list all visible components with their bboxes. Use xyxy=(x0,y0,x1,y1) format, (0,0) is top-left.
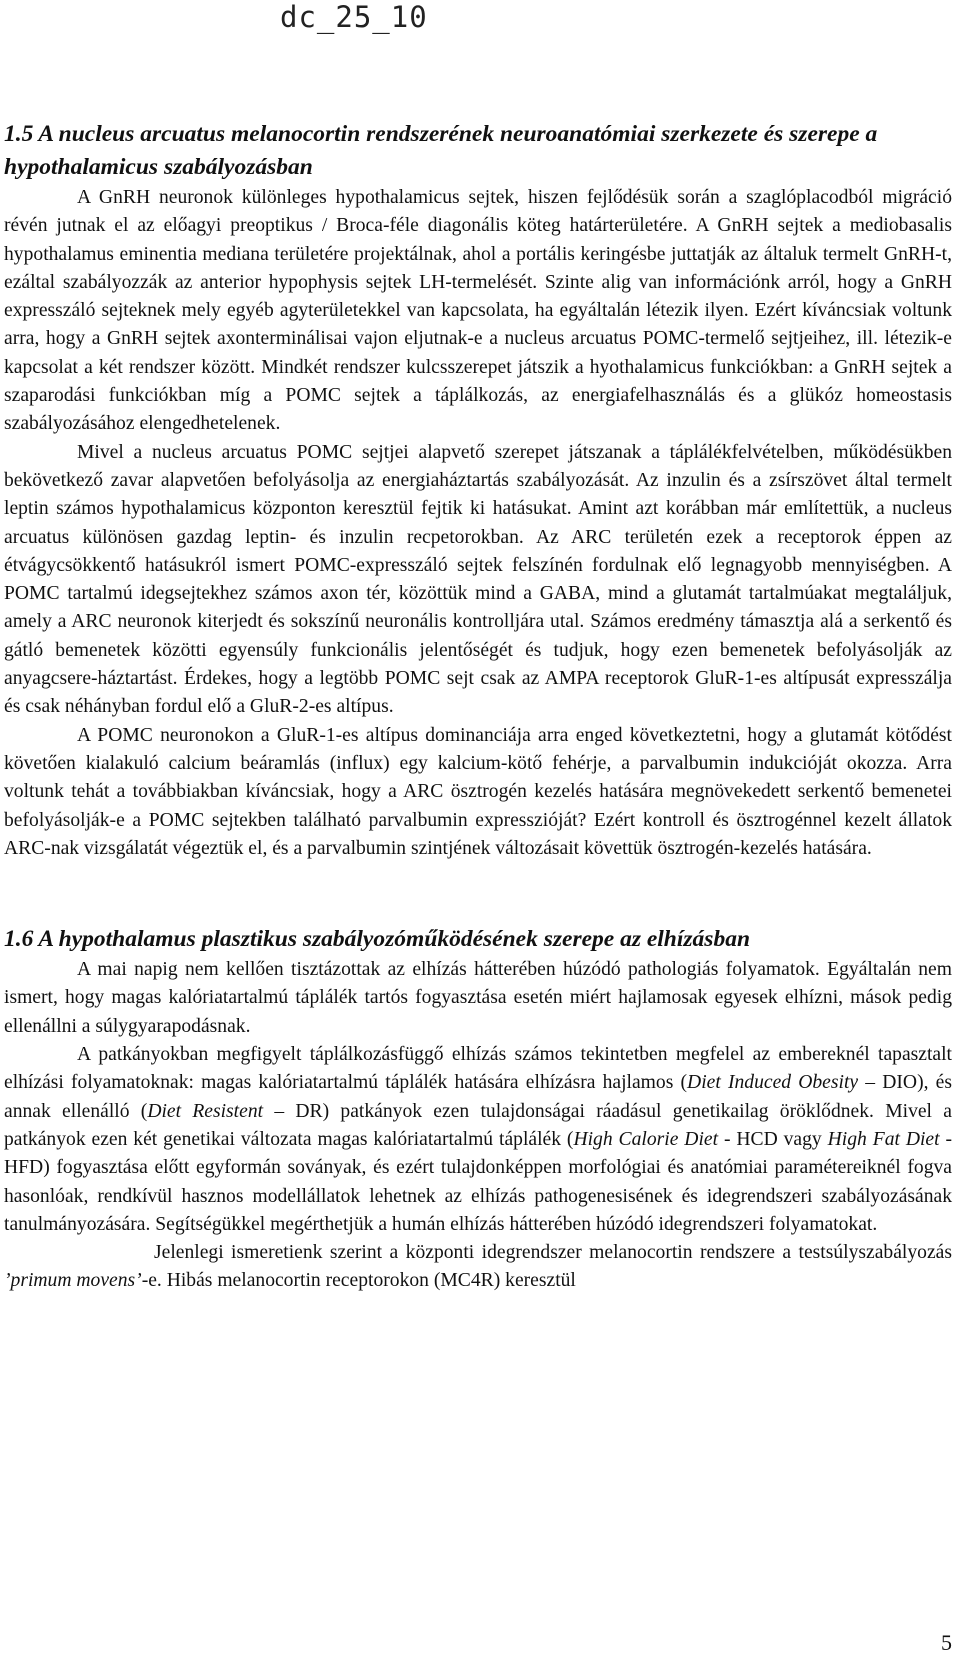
paragraph: A GnRH neuronok különleges hypothalamicus sejtek, hiszen fejlődésük során a szaglóplacodból migráció révén jutnak el az előagyi preoptikus / Broca-féle diagonális köteg határterületére. A GnRH sejtek a mediobasalis hypothalamus eminentia mediana területére projektálnak, ahol a portális keringésbe juttatják az általuk termelt GnRH-t, ezáltal szabályozzák az anterior hypophysis sejtek LH-termelését. Szinte alig van információnk arról, hogy a GnRH expresszáló sejteknek mely egyéb agyterületekkel van kapcsolata, ha egyáltalán létezik ilyen. Ezért kíváncsiak voltunk arra, hogy a GnRH sejtek axonterminálisai vajon eljutnak-e a nucleus arcuatus POMC-termelő sejtjeihez, ill. létezik-e kapcsolat a két rendszer között. Mindkét rendszer kulcsszerepet játszik a hyothalamicus funkciókban: a GnRH sejtek a szaparodási funkciókban míg a POMC sejtek a táplálkozás, az energiafelhasználás és a glükóz homeostasis szabályozásához elengedhetelenek. xyxy=(4,187,952,435)
term-primum-movens: ’primum movens’ xyxy=(4,1270,142,1292)
term-hfd: High Fat Diet xyxy=(827,1128,940,1150)
term-hcd: High Calorie Diet xyxy=(573,1128,719,1150)
paragraph: A mai napig nem kellően tisztázottak az elhízás hátterében húzódó pathologiás folyamatok. Egyáltalán nem ismert, hogy magas kalóriatartalmú táplálék tartós fogyasztása esetén miért hajlamosak egyesek elhízni, mások pedig ellenállni a súlygyarapodásnak. xyxy=(4,959,952,1037)
paragraph: A POMC neuronokon a GluR-1-es altípus dominanciája arra enged következtetni, hogy a glutamát kötődést követően kialakuló calcium beáramlás (influx) egy kalcium-kötő fehérje, a parvalbumin indukcióját okozza. Arra voltunk tehát a továbbiakban kíváncsiak, hogy a ARC ösztrogén kezelés hatására megnövekedett serkentő bemenetei befolyásolják-e a POMC sejtekben található parvalbumin expresszióját? Ezért kontroll és ösztrogénnel kezelt állatok ARC-nak vizsgálatát végeztük el, és a parvalbumin szintjének változásait követtük ösztrogén-kezelés hatására. xyxy=(4,724,952,859)
document-page xyxy=(4,118,952,1296)
section-heading-1-6: 1.6 A hypothalamus plasztikus szabályozóműködésének szerepe az elhízásban xyxy=(4,926,751,953)
paragraph: Jelenlegi ismeretienk szerint a központi idegrendszer melanocortin rendszere a testsúlyszabályozás ’primum movens’-e. Hibás melanocortin receptorokon (MC4R) keresztül xyxy=(4,1242,952,1292)
page-number: 5 xyxy=(941,1630,952,1655)
term-dio: Diet Induced Obesity xyxy=(687,1072,859,1094)
section-heading-1-5: 1.5 A nucleus arcuatus melanocortin rendszerének neuroanatómiai szerkezete és szerepe a hypothalamicus szabályozásban xyxy=(4,121,878,180)
paragraph: Mivel a nucleus arcuatus POMC sejtjei alapvető szerepet játszanak a táplálékfelvételben, működésükben bekövetkező zavar alapvetően befolyásolja az energiaháztartás szabályozását. Az inzulin és a zsírszövet által termelt leptin számos hypothalamicus központon keresztül fejtik ki hatásukat. Amint azt korábban már említettük, a nucleus arcuatus különösen gazdag leptin- és inzulin recpetorokban. Az ARC területén ezek a receptorok éppen az étvágycsökkentő hatásukról ismert POMC-expresszáló sejtek felszínén fordulnak elő legnagyobb mennyiségben. A POMC tartalmú idegsejtekhez számos axon tér, közöttük mind a GABA, mind a glutamát tartalmúakat megtaláljuk, amely a ARC neuronok kiterjedt és sokszínű neuronális kontrolljára utal. Számos eredmény támasztja alá a serkentő és gátló bemenetek közötti egyensúly funkcionális jelentőségét és tudjuk, hogy ezen bemenetek befolyásolják az anyagcsere-háztartást. Érdekes, hogy a legtöbb POMC sejt csak az AMPA receptorok GluR-1-es altípusát expresszálja és csak néhányban fordul elő a GluR-2-es altípus. xyxy=(4,441,952,718)
document-id-header: dc_25_10 xyxy=(280,0,428,34)
term-dr: Diet Resistent xyxy=(147,1100,264,1122)
paragraph: A patkányokban megfigyelt táplálkozásfüggő elhízás számos tekintetben megfelel az embereknél tapasztalt elhízási folyamatoknak: magas kalóriatartalmú táplálék hatására elhízásra hajlamos (Diet Induced Obesity – DIO), és annak ellenálló (Diet Resistent – DR) patkányok ezen tulajdonságai ráadásul genetikailag öröklődnek. Mivel a patkányok ezen két genetikai változata magas kalóriatartalmú táplálék (High Calorie Diet - HCD vagy High Fat Diet - HFD) fogyasztása előtt egyformán soványak, és ezért tulajdonképpen morfológiai és anatómiai paramétereiknél fogva hasonlóak, rendkívül hasznos modellállatok lehetnek az elhízás pathogenesisének és idegrendszeri szabályozásának tanulmányozására. Segítségükkel megérthetjük a humán elhízás hátterében húzódó idegrendszeri folyamatokat. xyxy=(4,1044,953,1235)
